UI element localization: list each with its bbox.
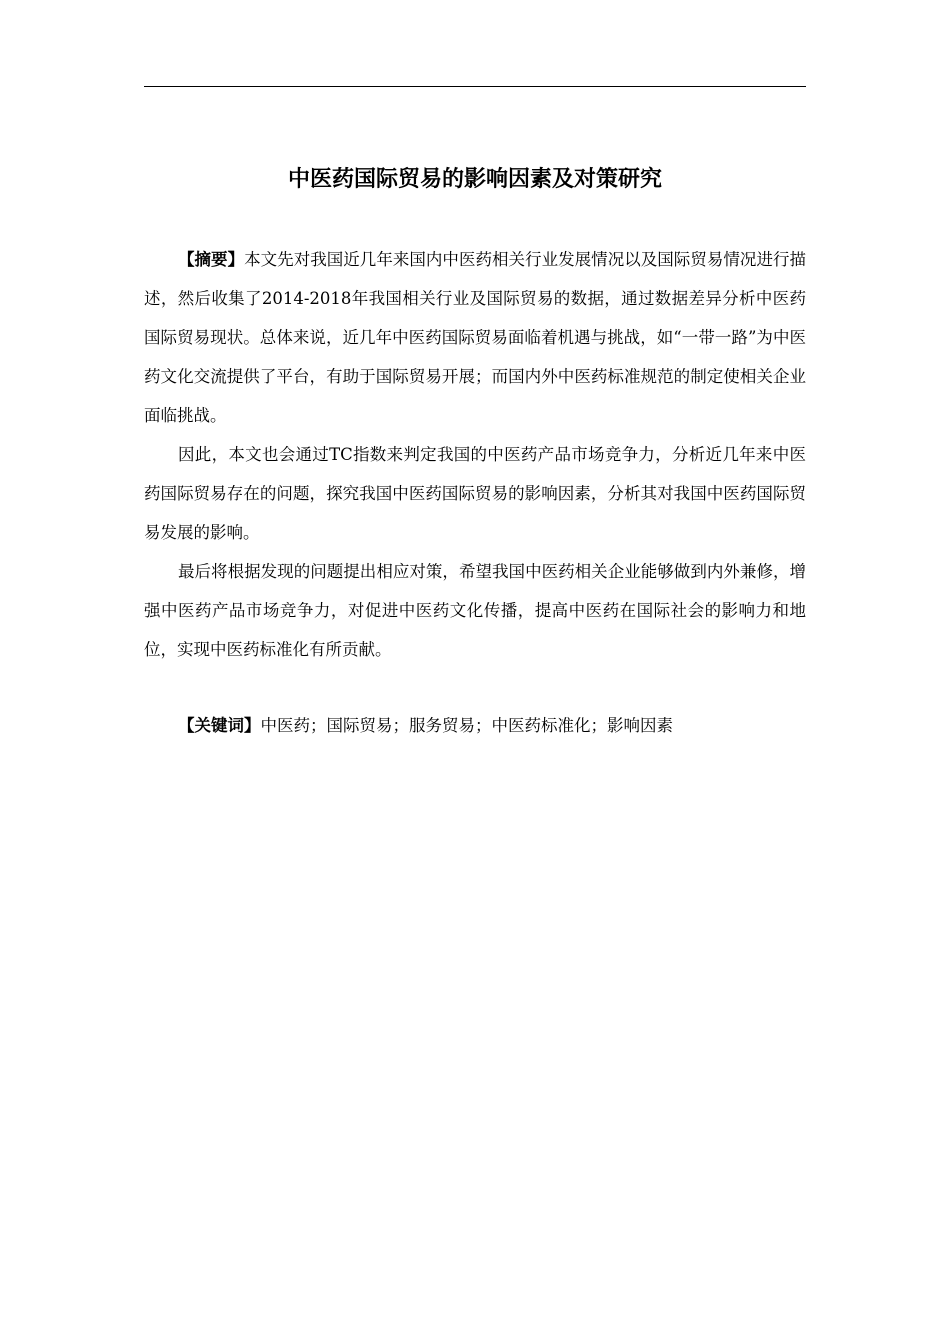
abstract-label: 【摘要】 — [178, 250, 245, 269]
header-rule — [144, 86, 806, 87]
keywords-label: 【关键词】 — [178, 716, 261, 735]
abstract-paragraph-2: 因此，本文也会通过TC指数来判定我国的中医药产品市场竞争力，分析近几年来中医药国际贸易存在的问题，探究我国中医药国际贸易的影响因素，分析其对我国中医药国际贸易发展的影响。 — [144, 445, 806, 542]
keywords-line — [144, 706, 806, 745]
abstract-paragraph-3: 最后将根据发现的问题提出相应对策，希望我国中医药相关企业能够做到内外兼修，增强中医药产品市场竞争力，对促进中医药文化传播，提高中医药在国际社会的影响力和地位，实现中医药标准化有所贡献。 — [144, 562, 806, 659]
keywords-text: 中医药；国际贸易；服务贸易；中医药标准化；影响因素 — [260, 716, 673, 735]
abstract-paragraph-1-text: 本文先对我国近几年来国内中医药相关行业发展情况以及国际贸易情况进行描述，然后收集了2014-2018年我国相关行业及国际贸易的数据，通过数据差异分析中医药国际贸易现状。总体来说，近几年中医药国际贸易面临着机遇与挑战，如“一带一路”为中医药文化交流提供了平台，有助于国际贸易开展；而国内外中医药标准规范的制定使相关企业面临挑战。 — [144, 250, 807, 425]
abstract-body — [144, 240, 806, 669]
document-title: 中医药国际贸易的影响因素及对策研究 — [287, 167, 662, 192]
abstract-paragraph-1 — [144, 240, 806, 435]
